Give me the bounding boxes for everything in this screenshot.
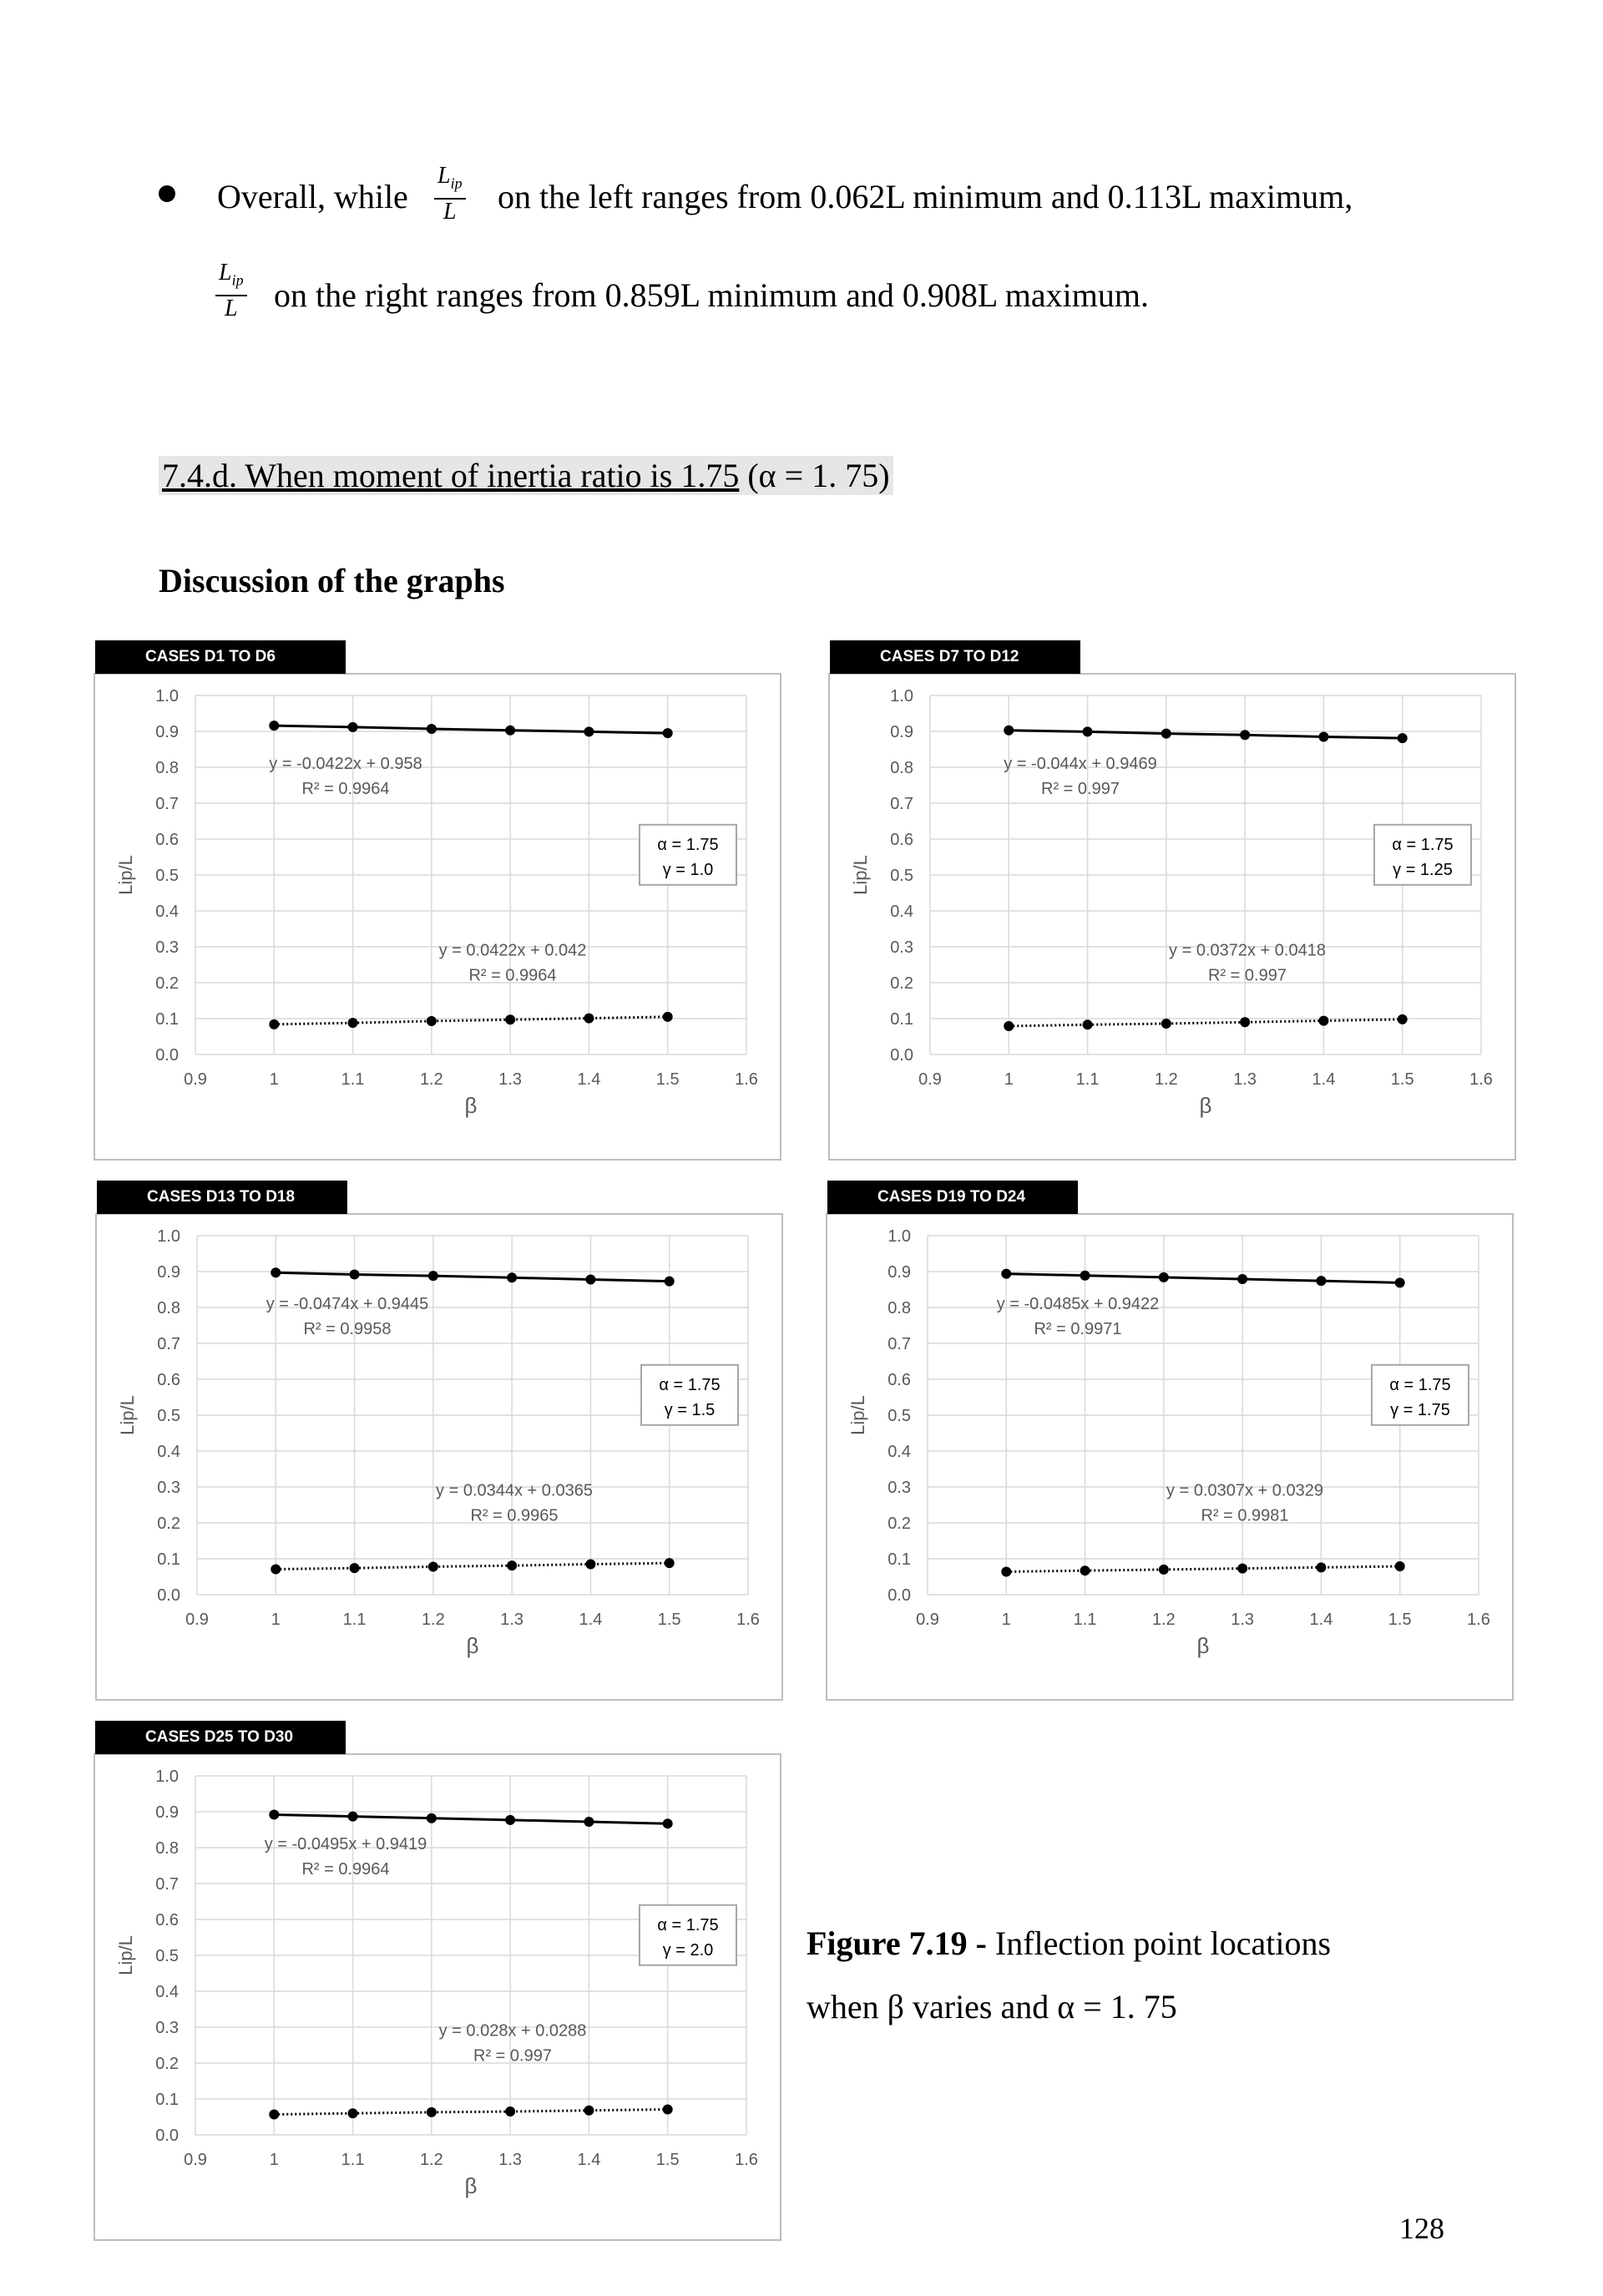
y-tick-label: 0.4 xyxy=(890,903,913,921)
x-tick-label: 1 xyxy=(1004,1070,1014,1089)
fraction-lip-over-l-1 xyxy=(434,162,466,225)
chart-d7-d12 xyxy=(828,673,1516,1161)
y-tick-label: 1.0 xyxy=(890,687,913,705)
data-point-right xyxy=(1001,1269,1011,1279)
legend-gamma: γ = 2.0 xyxy=(662,1940,714,1960)
y-axis-label: Lip/L xyxy=(115,855,136,895)
data-point-left xyxy=(1083,1019,1093,1029)
x-tick-label: 1 xyxy=(269,1070,279,1089)
trendline-r2-lower: R² = 0.9965 xyxy=(470,1506,559,1525)
y-tick-label: 0.0 xyxy=(155,1046,179,1065)
trendline-equation-upper: y = -0.0474x + 0.9445 xyxy=(265,1295,429,1313)
x-axis-label: β xyxy=(466,1633,479,1658)
y-tick-label: 0.3 xyxy=(155,2019,179,2037)
data-point-left xyxy=(663,1012,673,1022)
data-point-left xyxy=(1080,1565,1090,1575)
y-axis-label: Lip/L xyxy=(850,855,871,895)
y-tick-label: 0.3 xyxy=(887,1479,911,1497)
trendline-r2-upper: R² = 0.997 xyxy=(1041,780,1120,798)
page-number: 128 xyxy=(1399,2212,1444,2245)
y-tick-label: 1.0 xyxy=(155,1768,179,1786)
frac-den: L xyxy=(443,198,457,225)
y-tick-label: 0.4 xyxy=(157,1443,180,1461)
caption-line-1: Inflection point locations xyxy=(986,1924,1332,1962)
series-line-right xyxy=(276,1272,669,1281)
chart-title-d25-d30: CASES D25 TO D30 xyxy=(95,1721,346,1754)
x-tick-label: 1.3 xyxy=(1233,1070,1257,1089)
y-tick-label: 0.0 xyxy=(157,1586,180,1605)
frac-num: L xyxy=(437,163,451,189)
data-point-left xyxy=(428,1561,438,1571)
data-point-left xyxy=(585,1559,595,1569)
data-point-right xyxy=(348,1812,358,1822)
x-tick-label: 1.2 xyxy=(1151,1611,1176,1629)
caption-line-2: when β varies and α = 1. 75 xyxy=(807,1988,1177,2025)
x-axis-label: β xyxy=(464,1093,478,1118)
series-line-right xyxy=(1006,1274,1399,1283)
series-line-left xyxy=(276,1563,669,1569)
data-point-left xyxy=(1240,1017,1250,1027)
trendline-equation-upper: y = -0.0485x + 0.9422 xyxy=(996,1295,1160,1313)
data-point-right xyxy=(1161,729,1171,739)
chart-svg xyxy=(830,675,1515,1159)
x-tick-label: 1.1 xyxy=(341,2151,365,2169)
data-point-right xyxy=(663,1818,673,1828)
chart-title-d1-d6: CASES D1 TO D6 xyxy=(95,640,346,674)
y-tick-label: 0.9 xyxy=(155,1803,179,1822)
chart-title-d19-d24: CASES D19 TO D24 xyxy=(827,1181,1078,1214)
y-tick-label: 0.1 xyxy=(155,1010,179,1029)
data-point-left xyxy=(271,1564,281,1574)
y-tick-label: 0.7 xyxy=(157,1335,180,1353)
y-tick-label: 0.0 xyxy=(890,1046,913,1065)
x-tick-label: 1.6 xyxy=(1467,1611,1490,1629)
y-tick-label: 0.6 xyxy=(155,1911,179,1929)
data-point-left xyxy=(1004,1021,1014,1031)
data-point-right xyxy=(1395,1277,1405,1287)
data-point-left xyxy=(665,1558,675,1568)
chart-d25-d30 xyxy=(94,1753,781,2241)
trendline-equation-lower: y = 0.028x + 0.0288 xyxy=(438,2021,587,2041)
x-axis-label: β xyxy=(1199,1093,1212,1118)
data-point-right xyxy=(505,726,515,736)
y-tick-label: 0.9 xyxy=(887,1263,911,1282)
trendline-r2-upper: R² = 0.9964 xyxy=(301,780,390,798)
data-point-left xyxy=(1316,1562,1326,1572)
x-tick-label: 1.6 xyxy=(735,1070,758,1089)
data-point-left xyxy=(348,1018,358,1028)
series-line-left xyxy=(1006,1566,1399,1571)
data-point-right xyxy=(1159,1272,1169,1282)
y-tick-label: 0.5 xyxy=(890,867,913,885)
data-point-right xyxy=(269,1809,279,1819)
trendline-equation-lower: y = 0.0372x + 0.0418 xyxy=(1169,941,1326,960)
y-tick-label: 0.1 xyxy=(887,1550,911,1569)
section-title-math: (α = 1. 75) xyxy=(747,457,890,494)
data-point-left xyxy=(269,2109,279,2119)
data-point-right xyxy=(427,1813,437,1823)
trendline-r2-upper: R² = 0.9964 xyxy=(301,1860,390,1879)
x-tick-label: 1.1 xyxy=(341,1070,365,1089)
y-tick-label: 0.0 xyxy=(887,1586,911,1605)
data-point-right xyxy=(1398,733,1408,743)
data-point-right xyxy=(1318,731,1328,741)
series-line-right xyxy=(274,726,667,733)
y-tick-label: 0.2 xyxy=(887,1515,911,1533)
y-tick-label: 0.4 xyxy=(155,1983,179,2001)
y-tick-label: 0.9 xyxy=(157,1263,180,1282)
data-point-left xyxy=(507,1560,517,1570)
data-point-left xyxy=(1398,1014,1408,1024)
data-point-right xyxy=(1316,1276,1326,1286)
y-tick-label: 0.7 xyxy=(887,1335,911,1353)
chart-svg xyxy=(827,1215,1512,1699)
trendline-r2-lower: R² = 0.997 xyxy=(473,2046,552,2066)
x-tick-label: 0.9 xyxy=(184,1070,207,1089)
y-tick-label: 0.6 xyxy=(157,1371,180,1389)
data-point-left xyxy=(584,2106,594,2116)
y-tick-label: 0.3 xyxy=(890,938,913,957)
section-title xyxy=(159,456,893,495)
y-tick-label: 0.1 xyxy=(155,2091,179,2109)
x-tick-label: 1.5 xyxy=(1390,1070,1414,1089)
y-tick-label: 0.4 xyxy=(155,903,179,921)
x-tick-label: 1.4 xyxy=(577,1070,601,1089)
y-tick-label: 0.2 xyxy=(155,2055,179,2073)
data-point-right xyxy=(1083,726,1093,736)
y-tick-label: 0.2 xyxy=(157,1515,180,1533)
y-tick-label: 0.8 xyxy=(157,1299,180,1317)
y-tick-label: 0.9 xyxy=(155,723,179,741)
chart-svg xyxy=(95,675,780,1159)
y-tick-label: 0.7 xyxy=(155,795,179,813)
chart-d13-d18 xyxy=(95,1213,783,1701)
y-tick-label: 0.5 xyxy=(157,1407,180,1425)
data-point-left xyxy=(505,2106,515,2116)
legend-alpha: α = 1.75 xyxy=(657,835,719,854)
x-tick-label: 0.9 xyxy=(918,1070,942,1089)
data-point-right xyxy=(271,1267,281,1277)
data-point-right xyxy=(505,1815,515,1825)
trendline-equation-lower: y = 0.0307x + 0.0329 xyxy=(1166,1481,1323,1500)
caption-bold: Figure 7.19 - xyxy=(807,1924,987,1962)
data-point-right xyxy=(1004,726,1014,736)
y-tick-label: 0.8 xyxy=(155,759,179,777)
x-tick-label: 1.5 xyxy=(655,1070,680,1089)
series-line-left xyxy=(1009,1019,1402,1026)
trendline-r2-lower: R² = 0.9964 xyxy=(468,966,557,985)
trendline-equation-lower: y = 0.0344x + 0.0365 xyxy=(436,1481,593,1500)
y-tick-label: 0.6 xyxy=(887,1371,911,1389)
data-point-left xyxy=(1161,1019,1171,1029)
y-tick-label: 0.8 xyxy=(155,1839,179,1858)
subheading: Discussion of the graphs xyxy=(159,562,505,599)
x-tick-label: 1.5 xyxy=(655,2151,680,2169)
legend-gamma: γ = 1.5 xyxy=(664,1400,716,1419)
y-tick-label: 0.5 xyxy=(155,1947,179,1965)
data-point-right xyxy=(665,1277,675,1287)
fraction-lip-over-l-2 xyxy=(215,259,247,321)
y-tick-label: 0.3 xyxy=(157,1479,180,1497)
legend-alpha: α = 1.75 xyxy=(1389,1375,1451,1394)
x-tick-label: 1.1 xyxy=(1073,1611,1097,1629)
figure-caption xyxy=(807,1912,1331,2039)
data-point-right xyxy=(269,721,279,731)
y-axis-label: Lip/L xyxy=(847,1395,868,1435)
data-point-left xyxy=(348,2108,358,2118)
chart-title-d13-d18: CASES D13 TO D18 xyxy=(97,1181,347,1214)
trendline-r2-upper: R² = 0.9958 xyxy=(303,1320,392,1338)
legend-gamma: γ = 1.0 xyxy=(662,860,714,879)
chart-svg xyxy=(95,1755,780,2239)
x-tick-label: 1.1 xyxy=(1075,1070,1100,1089)
x-axis-label: β xyxy=(1196,1633,1210,1658)
legend-alpha: α = 1.75 xyxy=(1392,835,1454,854)
data-point-left xyxy=(269,1019,279,1029)
x-tick-label: 1.3 xyxy=(498,1070,523,1089)
section-title-text: 7.4.d. When moment of inertia ratio is 1.75 xyxy=(162,457,740,494)
legend-gamma: γ = 1.75 xyxy=(1390,1400,1450,1419)
data-point-right xyxy=(350,1269,360,1279)
y-tick-label: 0.5 xyxy=(887,1407,911,1425)
x-tick-label: 1.6 xyxy=(735,2151,758,2169)
x-tick-label: 1.6 xyxy=(736,1611,760,1629)
y-tick-label: 1.0 xyxy=(157,1227,180,1246)
x-axis-label: β xyxy=(464,2173,478,2198)
bullet-text-2: on the right ranges from 0.859L minimum and 0.908L maximum. xyxy=(274,276,1149,314)
y-tick-label: 0.1 xyxy=(157,1550,180,1569)
y-tick-label: 0.7 xyxy=(155,1875,179,1894)
series-line-right xyxy=(274,1814,667,1823)
legend-alpha: α = 1.75 xyxy=(659,1375,721,1394)
y-tick-label: 0.8 xyxy=(887,1299,911,1317)
data-point-left xyxy=(1001,1566,1011,1576)
x-tick-label: 1.2 xyxy=(419,2151,443,2169)
data-point-right xyxy=(427,724,437,734)
y-tick-label: 0.7 xyxy=(890,795,913,813)
data-point-left xyxy=(1318,1016,1328,1026)
trendline-equation-upper: y = -0.044x + 0.9469 xyxy=(1004,755,1157,773)
data-point-left xyxy=(427,2107,437,2117)
x-tick-label: 1.6 xyxy=(1469,1070,1493,1089)
x-tick-label: 1.1 xyxy=(342,1611,367,1629)
data-point-left xyxy=(663,2104,673,2114)
y-axis-label: Lip/L xyxy=(117,1395,138,1435)
frac-num: L xyxy=(219,260,232,286)
x-tick-label: 1.5 xyxy=(657,1611,681,1629)
x-tick-label: 1.4 xyxy=(577,2151,601,2169)
data-point-right xyxy=(584,726,594,736)
chart-title-d7-d12: CASES D7 TO D12 xyxy=(830,640,1080,674)
y-tick-label: 0.2 xyxy=(155,974,179,993)
y-tick-label: 0.6 xyxy=(890,831,913,849)
data-point-right xyxy=(585,1274,595,1284)
legend-alpha: α = 1.75 xyxy=(657,1915,719,1934)
x-tick-label: 0.9 xyxy=(185,1611,209,1629)
y-tick-label: 0.1 xyxy=(890,1010,913,1029)
x-tick-label: 1.3 xyxy=(1231,1611,1255,1629)
x-tick-label: 1.4 xyxy=(1309,1611,1333,1629)
y-tick-label: 1.0 xyxy=(887,1227,911,1246)
data-point-left xyxy=(584,1014,594,1024)
data-point-left xyxy=(1159,1565,1169,1575)
data-point-left xyxy=(505,1014,515,1024)
trendline-r2-lower: R² = 0.9981 xyxy=(1201,1506,1289,1525)
trendline-equation-lower: y = 0.0422x + 0.042 xyxy=(438,941,587,960)
data-point-right xyxy=(584,1817,594,1827)
trendline-equation-upper: y = -0.0422x + 0.958 xyxy=(269,755,422,773)
y-tick-label: 0.2 xyxy=(890,974,913,993)
chart-d1-d6 xyxy=(94,673,781,1161)
data-point-right xyxy=(1080,1271,1090,1281)
data-point-left xyxy=(350,1563,360,1573)
x-tick-label: 0.9 xyxy=(184,2151,207,2169)
chart-d19-d24 xyxy=(826,1213,1514,1701)
series-line-left xyxy=(274,2109,667,2114)
x-tick-label: 1.4 xyxy=(579,1611,603,1629)
bullet-text-1a: Overall, while xyxy=(217,178,408,215)
bullet-point xyxy=(159,185,175,202)
x-tick-label: 0.9 xyxy=(916,1611,939,1629)
data-point-right xyxy=(348,722,358,732)
x-tick-label: 1 xyxy=(1001,1611,1011,1629)
x-tick-label: 1.3 xyxy=(500,1611,524,1629)
x-tick-label: 1 xyxy=(269,2151,279,2169)
frac-num-sub: ip xyxy=(231,271,244,289)
data-point-right xyxy=(663,728,673,738)
y-tick-label: 0.5 xyxy=(155,867,179,885)
bullet-text-1b: on the left ranges from 0.062L minimum and 0.113L maximum, xyxy=(498,178,1353,215)
frac-den: L xyxy=(225,295,238,321)
data-point-right xyxy=(428,1271,438,1281)
y-tick-label: 0.3 xyxy=(155,938,179,957)
y-tick-label: 0.9 xyxy=(890,723,913,741)
data-point-right xyxy=(1240,730,1250,740)
trendline-r2-lower: R² = 0.997 xyxy=(1208,966,1287,985)
data-point-left xyxy=(427,1016,437,1026)
x-tick-label: 1.3 xyxy=(498,2151,523,2169)
legend-gamma: γ = 1.25 xyxy=(1393,860,1453,879)
trendline-equation-upper: y = -0.0495x + 0.9419 xyxy=(264,1835,427,1853)
y-tick-label: 0.0 xyxy=(155,2127,179,2145)
y-tick-label: 0.6 xyxy=(155,831,179,849)
y-axis-label: Lip/L xyxy=(115,1935,136,1975)
x-tick-label: 1 xyxy=(271,1611,281,1629)
data-point-right xyxy=(507,1272,517,1282)
data-point-right xyxy=(1237,1274,1247,1284)
trendline-r2-upper: R² = 0.9971 xyxy=(1034,1320,1122,1338)
x-tick-label: 1.2 xyxy=(1154,1070,1178,1089)
y-tick-label: 1.0 xyxy=(155,687,179,705)
chart-svg xyxy=(97,1215,781,1699)
data-point-left xyxy=(1395,1561,1405,1571)
y-tick-label: 0.8 xyxy=(890,759,913,777)
data-point-left xyxy=(1237,1564,1247,1574)
series-line-left xyxy=(274,1017,667,1024)
x-tick-label: 1.2 xyxy=(421,1611,445,1629)
x-tick-label: 1.4 xyxy=(1312,1070,1336,1089)
x-tick-label: 1.5 xyxy=(1388,1611,1412,1629)
y-tick-label: 0.4 xyxy=(887,1443,911,1461)
frac-num-sub: ip xyxy=(450,174,463,192)
x-tick-label: 1.2 xyxy=(419,1070,443,1089)
